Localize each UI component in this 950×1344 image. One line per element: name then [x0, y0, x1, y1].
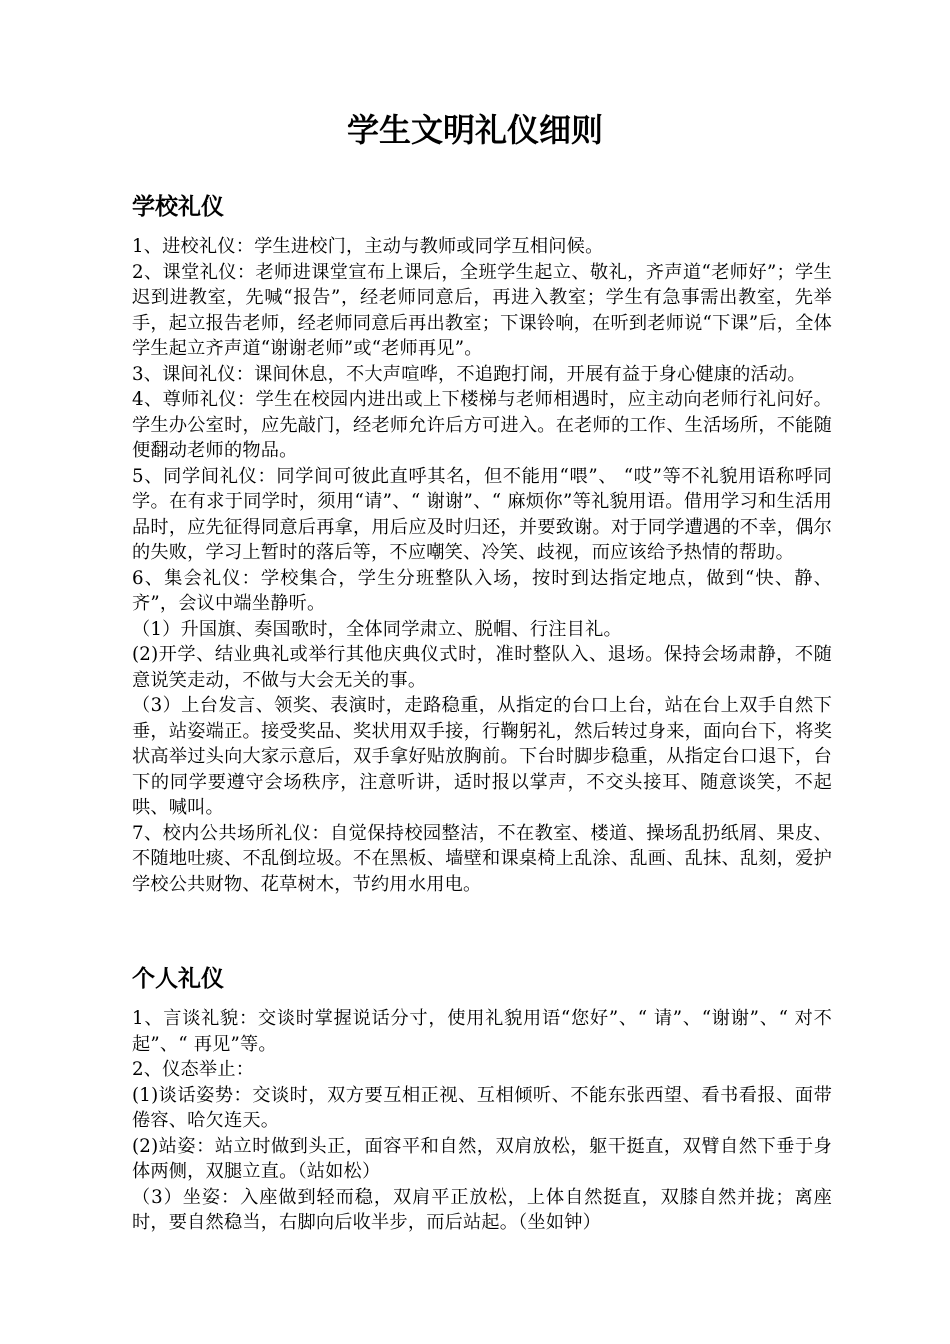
section-heading: 个人礼仪 — [132, 966, 224, 992]
section-personal-etiquette — [132, 962, 832, 1236]
paragraph: （1）升国旗、奏国歌时，全体同学肃立、脱帽、行注目礼。 — [132, 618, 622, 640]
paragraph: （3）上台发言、领奖、表演时，走路稳重，从指定的台口上台，站在台上双手自然下垂，站姿端正。接受奖品、奖状用双手接，行鞠躬礼，然后转过身来，面向台下，将奖状高举过头向大家示意后，双手拿好贴放胸前。下台时脚步稳重，从指定台口退下，台下的同学要遵守会场秩序，注意听讲，适时报以掌声，不交头接耳、随意谈笑，不起哄、喊叫。 — [132, 695, 832, 818]
paragraph: 3、课间礼仪：课间休息，不大声喧哗，不追跑打闹，开展有益于身心健康的活动。 — [132, 363, 806, 385]
paragraph: 5、同学间礼仪：同学间可彼此直呼其名，但不能用“喂”、 “哎”等不礼貌用语称呼同学。在有求于同学时，须用“请”、“ 谢谢”、“ 麻烦你”等礼貌用语。借用学习和生活用品时，应先征得同意后再拿，用后应及时归还，并要致谢。对于同学遭遇的不幸，偶尔的失败，学习上暂时的落后等，不应嘲笑、冷笑、歧视，而应该给予热情的帮助。 — [132, 465, 832, 563]
paragraph: 2、课堂礼仪：老师进课堂宣布上课后，全班学生起立、敬礼，齐声道“老师好”；学生迟到进教室，先喊“报告”，经老师同意后，再进入教室；学生有急事需出教室，先举手，起立报告老师，经老师同意后再出教室；下课铃响，在听到老师说“下课”后，全体学生起立齐声道“谢谢老师”或“老师再见”。 — [132, 261, 832, 359]
paragraph: (2)开学、结业典礼或举行其他庆典仪式时，准时整队入、退场。保持会场肃静，不随意说笑走动，不做与大会无关的事。 — [132, 644, 832, 691]
document-title: 学生文明礼仪细则 — [346, 111, 603, 149]
paragraph: (2)站姿：站立时做到头正，面容平和自然，双肩放松，躯干挺直，双臂自然下垂于身体两侧，双腿立直。（站如松） — [132, 1135, 832, 1182]
paragraph: 4、尊师礼仪：学生在校园内进出或上下楼梯与老师相遇时，应主动向老师行礼问好。学生办公室时，应先敲门，经老师允许后方可进入。在老师的工作、生活场所，不能随便翻动老师的物品。 — [132, 389, 832, 461]
paragraph: （3）坐姿：入座做到轻而稳，双肩平正放松，上体自然挺直，双膝自然并拢；离座时，要自然稳当，右脚向后收半步，而后站起。（坐如钟） — [132, 1186, 832, 1233]
paragraph: 6、集会礼仪：学校集合，学生分班整队入场，按时到达指定地点，做到“快、静、齐”，会议中端坐静听。 — [132, 567, 832, 614]
paragraph: 2、仪态举止： — [132, 1059, 255, 1080]
paragraph: 1、进校礼仪：学生进校门，主动与教师或同学互相问候。 — [132, 236, 604, 257]
section-school-etiquette — [132, 190, 832, 897]
section-heading: 学校礼仪 — [132, 194, 224, 220]
paragraph: 7、校内公共场所礼仪：自觉保持校园整洁，不在教室、楼道、操场乱扔纸屑、果皮、不随地吐痰、不乱倒垃圾。不在黑板、墙壁和课桌椅上乱涂、乱画、乱抹、乱刻，爱护学校公共财物、花草树木，节约用水用电。 — [132, 822, 832, 895]
paragraph: (1)谈话姿势：交谈时，双方要互相正视、互相倾听、不能东张西望、看书看报、面带倦容、哈欠连天。 — [132, 1084, 832, 1131]
paragraph: 1、言谈礼貌：交谈时掌握说话分寸，使用礼貌用语“您好”、“ 请”、“谢谢”、“ 对不起”、“ 再见”等。 — [132, 1008, 832, 1055]
